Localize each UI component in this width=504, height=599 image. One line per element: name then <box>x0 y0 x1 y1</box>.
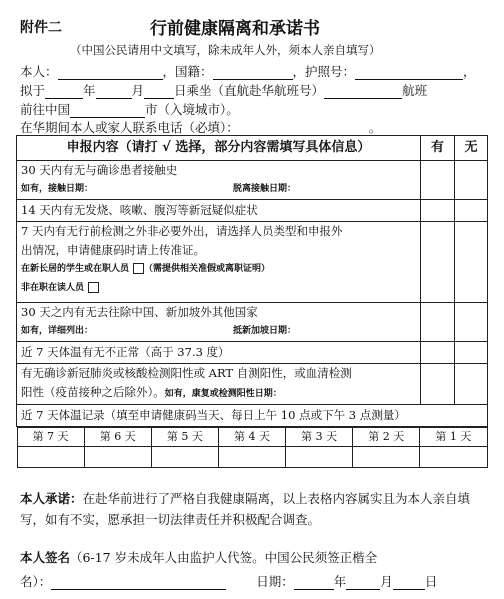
row-text: 有无确诊新冠肺炎或核酸检测阳性或 ART 自测阳性，或血清检测 <box>21 366 352 380</box>
promise-text: 在赴华前进行了严格自我健康隔离，以上表格内容属实且为本人亲自填写，如有不实，愿承担一切法律责任并积极配合调查。 <box>20 491 471 527</box>
other-option-label: 非在职在读人员 <box>21 283 85 293</box>
header-content: 申报内容（请打 √ 选择，部分内容需填写具体信息） <box>17 136 421 161</box>
sign-month-label: 月 <box>380 574 393 589</box>
sign-line <box>20 548 377 566</box>
day-header: 第 5 天 <box>151 428 218 447</box>
check-no[interactable] <box>455 303 488 342</box>
sign-date-line <box>20 572 437 590</box>
table-row <box>17 342 488 364</box>
travel-list-label: 如有，详细列出： <box>21 326 94 336</box>
table-row <box>17 200 488 222</box>
signature-field[interactable] <box>51 576 226 590</box>
annex-label: 附件二 <box>20 20 62 36</box>
sign-note: （6-17 岁未成年人由监护人代签。中国公民须签正楷全 <box>70 550 378 565</box>
name-field[interactable] <box>58 66 163 80</box>
promise-label: 本人承诺： <box>20 491 83 506</box>
day-header: 第 7 天 <box>17 428 84 447</box>
table-row <box>17 222 488 303</box>
temp-record-row <box>17 427 488 469</box>
name-label: 本人： <box>20 64 58 79</box>
sign-month-field[interactable] <box>346 576 380 590</box>
row-travel <box>17 303 421 342</box>
table-row <box>17 161 488 200</box>
phone-label: 在华期间本人或家人联系电话（必填）： <box>20 120 239 135</box>
arrival-date-label: 抵新加坡日期： <box>233 326 297 336</box>
sign-year-field[interactable] <box>294 576 334 590</box>
other-checkbox[interactable] <box>88 282 99 293</box>
line-phone <box>20 118 381 136</box>
day-temp-field[interactable] <box>286 447 353 468</box>
row-text: 30 天之内有无去往除中国、新加坡外其他国家 <box>21 305 258 319</box>
day-temp-field[interactable] <box>420 447 487 468</box>
promise-paragraph <box>20 488 490 530</box>
check-yes[interactable] <box>421 222 455 303</box>
contact-date-label: 如有，接触日期： <box>21 184 94 194</box>
line-city <box>20 100 239 118</box>
row-temp-record: 近 7 天体温记录（填至申请健康码当天、每日上午 10 点或下午 3 点测量） <box>17 405 488 427</box>
city-field[interactable] <box>70 104 145 118</box>
leave-date-label: 脱离接触日期： <box>233 184 297 194</box>
row-text: 阳性（疫苗接种之后除外）。 <box>21 385 165 399</box>
flight-label: 日乘坐（直航赴华航班号） <box>174 83 325 98</box>
row-text: 7 天内有无行前检测之外非必要外出，请选择人员类型和申报外 <box>21 224 343 238</box>
phone-field[interactable] <box>239 122 369 136</box>
check-no[interactable] <box>455 200 488 222</box>
student-option-label: 在新长居的学生或在职人员 <box>21 264 130 274</box>
passport-field[interactable] <box>355 66 463 80</box>
header-no: 无 <box>455 136 488 161</box>
table-row <box>17 405 488 427</box>
proof-note: （需提供相关准假或离职证明） <box>144 264 271 274</box>
day-header-row <box>17 428 487 447</box>
date-label: 日期： <box>256 574 294 589</box>
nationality-label: ，国籍： <box>162 64 213 79</box>
year-field[interactable] <box>45 85 83 99</box>
sign-name-label: 名）： <box>20 574 52 589</box>
comma: ， <box>463 64 476 79</box>
day-temp-field[interactable] <box>17 447 84 468</box>
check-no[interactable] <box>455 161 488 200</box>
nationality-field[interactable] <box>213 66 293 80</box>
day-header: 第 6 天 <box>84 428 151 447</box>
row-positive <box>17 364 421 405</box>
flight-suffix: 航班 <box>402 83 428 98</box>
month-label: 月 <box>131 83 145 98</box>
day-header: 第 3 天 <box>286 428 353 447</box>
check-yes[interactable] <box>421 303 455 342</box>
table-row <box>17 364 488 405</box>
row-text: 30 天内有无与确诊患者接触史 <box>21 163 178 177</box>
declaration-table <box>16 135 488 468</box>
day-value-row <box>17 447 487 468</box>
day-header: 第 1 天 <box>420 428 487 447</box>
check-no[interactable] <box>455 364 488 405</box>
recovery-date-label: 如有，康复或检测阳性日期： <box>164 389 282 399</box>
table-row <box>17 303 488 342</box>
day-field[interactable] <box>144 85 174 99</box>
plan-label: 拟于 <box>20 83 46 98</box>
check-yes[interactable] <box>421 161 455 200</box>
period: 。 <box>368 120 382 135</box>
row-symptoms: 14 天内有无发烧、咳嗽、腹泻等新冠疑似症状 <box>17 200 421 222</box>
day-temp-field[interactable] <box>151 447 218 468</box>
header-yes: 有 <box>421 136 455 161</box>
day-temp-field[interactable] <box>84 447 151 468</box>
row-text: 出情况，申请健康码时请上传准证。 <box>21 243 205 257</box>
day-header: 第 4 天 <box>218 428 285 447</box>
month-field[interactable] <box>96 85 132 99</box>
sign-day-label: 日 <box>424 574 438 589</box>
check-no[interactable] <box>455 342 488 364</box>
temp-table <box>17 427 488 468</box>
day-header: 第 2 天 <box>353 428 420 447</box>
student-checkbox[interactable] <box>133 263 144 274</box>
form-note: （中国公民请用中文填写，除未成年人外，须本人亲自填写） <box>70 43 381 57</box>
row-contact <box>17 161 421 200</box>
line-flight <box>20 81 427 99</box>
sign-year-label: 年 <box>333 574 347 589</box>
sign-day-field[interactable] <box>393 576 425 590</box>
row-temperature: 近 7 天体温有无不正常（高于 37.3 度） <box>17 342 421 364</box>
day-temp-field[interactable] <box>218 447 285 468</box>
check-yes[interactable] <box>421 342 455 364</box>
check-yes[interactable] <box>421 364 455 405</box>
table-header-row <box>17 136 488 161</box>
flight-field[interactable] <box>324 85 402 99</box>
city-suffix: 市（入境城市）。 <box>145 102 239 117</box>
line-identity <box>20 62 476 80</box>
sign-label: 本人签名 <box>20 550 71 565</box>
day-temp-field[interactable] <box>353 447 420 468</box>
row-outing <box>17 222 421 303</box>
check-yes[interactable] <box>421 200 455 222</box>
form-title: 行前健康隔离和承诺书 <box>150 19 320 39</box>
city-label: 前往中国 <box>20 102 71 117</box>
check-no[interactable] <box>455 222 488 303</box>
year-label: 年 <box>83 83 96 98</box>
passport-label: ，护照号： <box>292 64 356 79</box>
